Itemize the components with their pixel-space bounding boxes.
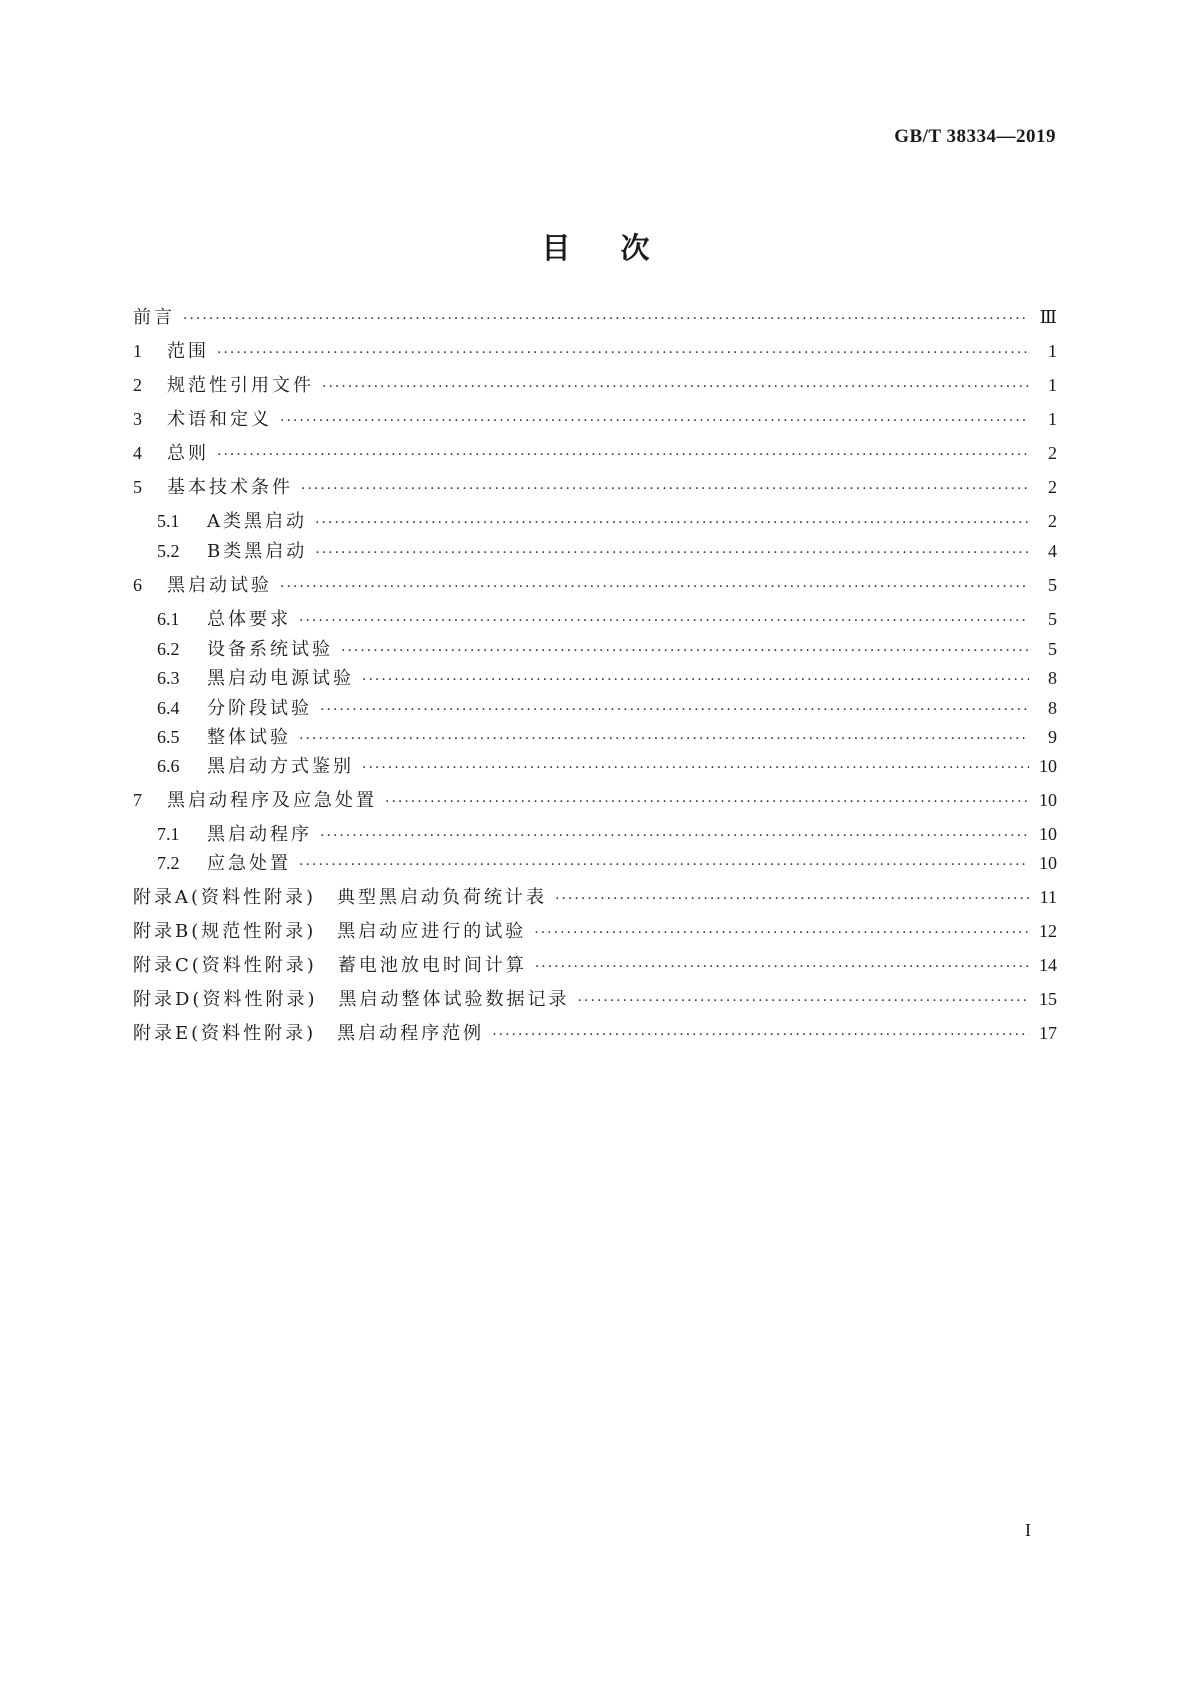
toc-entry-label: 规范性引用文件 bbox=[167, 375, 314, 396]
toc-leader-dots bbox=[315, 540, 1029, 566]
toc-entry-label: 总则 bbox=[167, 443, 209, 464]
toc-leader-dots bbox=[322, 374, 1029, 400]
toc-entry[interactable] bbox=[133, 986, 1057, 1012]
toc-entry[interactable] bbox=[133, 1020, 1057, 1046]
toc-leader-dots bbox=[320, 697, 1029, 723]
toc-leader-dots bbox=[385, 789, 1029, 815]
toc-leader-dots bbox=[535, 954, 1029, 980]
toc-entry-page: 2 bbox=[1048, 477, 1057, 497]
toc-entry-number: 5.2 bbox=[157, 541, 180, 561]
toc-entry-number: 6.6 bbox=[157, 756, 180, 776]
toc-leader-dots bbox=[492, 1022, 1029, 1048]
toc-entry-label: 应急处置 bbox=[207, 853, 291, 874]
toc-entry[interactable] bbox=[157, 665, 1057, 691]
toc-entry-label: 设备系统试验 bbox=[207, 639, 333, 660]
toc-entry-label: 黑启动电源试验 bbox=[207, 668, 354, 689]
toc-entry-label: 黑启动试验 bbox=[167, 575, 272, 596]
toc-leader-dots bbox=[299, 726, 1029, 752]
toc-entry[interactable] bbox=[157, 606, 1057, 632]
toc-entry-page: 1 bbox=[1048, 409, 1057, 429]
toc-entry[interactable] bbox=[133, 304, 1057, 330]
toc-entry[interactable] bbox=[157, 695, 1057, 721]
toc-leader-dots bbox=[280, 408, 1029, 434]
toc-entry-page: 10 bbox=[1039, 824, 1057, 844]
toc-leader-dots bbox=[301, 476, 1029, 502]
toc-entry-number: 6.4 bbox=[157, 698, 180, 718]
toc-leader-dots bbox=[577, 988, 1029, 1014]
toc-entry[interactable] bbox=[133, 474, 1057, 500]
toc-entry[interactable] bbox=[133, 338, 1057, 364]
toc-entry-page: Ⅲ bbox=[1039, 307, 1057, 327]
toc-entry-page: 1 bbox=[1048, 375, 1057, 395]
toc-entry-number: 2 bbox=[133, 375, 142, 395]
toc-leader-dots bbox=[217, 442, 1029, 468]
toc-entry-number: 6.5 bbox=[157, 727, 180, 747]
toc-entry[interactable] bbox=[157, 821, 1057, 847]
toc-entry-label: 附录B(规范性附录) 黑启动应进行的试验 bbox=[133, 921, 527, 942]
toc-leader-dots bbox=[534, 920, 1029, 946]
standard-code: GB/T 38334—2019 bbox=[894, 126, 1056, 147]
toc-entry[interactable] bbox=[133, 952, 1057, 978]
toc-entry[interactable] bbox=[133, 406, 1057, 432]
toc-entry-number: 7.1 bbox=[157, 824, 180, 844]
toc-entry-page: 4 bbox=[1048, 541, 1057, 561]
toc-entry-number: 7 bbox=[133, 790, 142, 810]
toc-leader-dots bbox=[320, 823, 1029, 849]
toc-entry-page: 15 bbox=[1039, 989, 1057, 1009]
toc-leader-dots bbox=[341, 638, 1029, 664]
toc-entry-page: 17 bbox=[1039, 1023, 1057, 1043]
toc-entry-number: 6.3 bbox=[157, 668, 180, 688]
toc-entry-page: 11 bbox=[1039, 887, 1057, 907]
toc-entry-label: 总体要求 bbox=[207, 609, 291, 630]
toc-leader-dots bbox=[555, 886, 1029, 912]
toc-entry[interactable] bbox=[157, 850, 1057, 876]
toc-leader-dots bbox=[315, 510, 1029, 536]
toc-entry-label: 分阶段试验 bbox=[207, 698, 312, 719]
toc-entry-page: 5 bbox=[1048, 609, 1057, 629]
toc-entry-page: 9 bbox=[1048, 727, 1057, 747]
toc-entry-number: 3 bbox=[133, 409, 142, 429]
toc-entry-number: 5 bbox=[133, 477, 142, 497]
toc-entry[interactable] bbox=[157, 753, 1057, 779]
toc-entry[interactable] bbox=[157, 636, 1057, 662]
toc-entry[interactable] bbox=[133, 372, 1057, 398]
toc-entry-number: 6 bbox=[133, 575, 142, 595]
toc-entry-number: 7.2 bbox=[157, 853, 180, 873]
toc-entry-number: 5.1 bbox=[157, 511, 180, 531]
toc-entry-page: 5 bbox=[1048, 639, 1057, 659]
toc-entry-page: 10 bbox=[1039, 756, 1057, 776]
toc-entry-label: 附录C(资料性附录) 蓄电池放电时间计算 bbox=[133, 955, 527, 976]
toc-leader-dots bbox=[217, 340, 1029, 366]
toc-leader-dots bbox=[280, 574, 1029, 600]
toc-entry-page: 12 bbox=[1039, 921, 1057, 941]
toc-entry[interactable] bbox=[133, 572, 1057, 598]
toc-entry-number: 4 bbox=[133, 443, 142, 463]
toc-leader-dots bbox=[183, 306, 1029, 332]
toc-entry-label: 黑启动程序 bbox=[207, 824, 312, 845]
toc-entry-number: 6.1 bbox=[157, 609, 180, 629]
toc-entry-label: 范围 bbox=[167, 341, 209, 362]
toc-entry-label: B类黑启动 bbox=[207, 541, 308, 562]
toc-entry-page: 2 bbox=[1048, 511, 1057, 531]
toc-entry[interactable] bbox=[157, 508, 1057, 534]
toc-entry-page: 8 bbox=[1048, 698, 1057, 718]
toc-entry-number: 1 bbox=[133, 341, 142, 361]
toc-entry[interactable] bbox=[133, 787, 1057, 813]
toc-entry-label: 附录D(资料性附录) 黑启动整体试验数据记录 bbox=[133, 989, 570, 1010]
toc-entry[interactable] bbox=[157, 538, 1057, 564]
toc-leader-dots bbox=[299, 608, 1029, 634]
toc-entry-number: 6.2 bbox=[157, 639, 180, 659]
toc-leader-dots bbox=[299, 852, 1029, 878]
toc-entry[interactable] bbox=[133, 884, 1057, 910]
toc-entry-page: 1 bbox=[1048, 341, 1057, 361]
toc-entry-page: 10 bbox=[1039, 790, 1057, 810]
toc-entry-label: 整体试验 bbox=[207, 727, 291, 748]
toc-leader-dots bbox=[362, 755, 1029, 781]
toc-entry[interactable] bbox=[133, 918, 1057, 944]
toc-entry-label: 黑启动程序及应急处置 bbox=[167, 790, 377, 811]
toc-leader-dots bbox=[362, 667, 1029, 693]
toc-entry-label: 术语和定义 bbox=[167, 409, 272, 430]
toc-entry-page: 14 bbox=[1039, 955, 1057, 975]
toc-entry-page: 2 bbox=[1048, 443, 1057, 463]
toc-entry-page: 5 bbox=[1048, 575, 1057, 595]
toc-entry[interactable] bbox=[133, 440, 1057, 466]
toc-entry-page: 10 bbox=[1039, 853, 1057, 873]
toc-entry-label: 前言 bbox=[133, 307, 175, 328]
toc-entry-label: 附录E(资料性附录) 黑启动程序范例 bbox=[133, 1023, 485, 1044]
toc-entry-label: 基本技术条件 bbox=[167, 477, 293, 498]
toc-entry-label: 附录A(资料性附录) 典型黑启动负荷统计表 bbox=[133, 887, 548, 908]
page-title: 目次 bbox=[541, 231, 700, 265]
toc-entry[interactable] bbox=[157, 724, 1057, 750]
page-number: I bbox=[1025, 1520, 1031, 1540]
toc-entry-label: 黑启动方式鉴别 bbox=[207, 756, 354, 777]
toc-entry-page: 8 bbox=[1048, 668, 1057, 688]
toc-entry-label: A类黑启动 bbox=[207, 511, 307, 532]
